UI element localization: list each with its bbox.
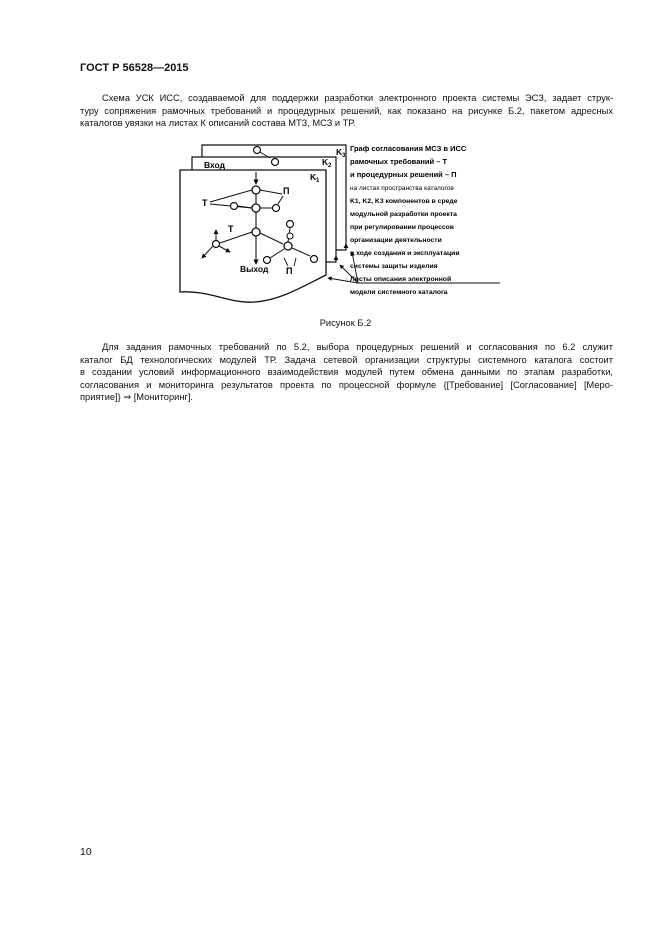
page-number: 10 (80, 846, 92, 858)
legend-top-line: K1, K2, K3 компонентов в среде (350, 198, 458, 205)
label-t1: Т (202, 198, 208, 208)
paragraph-1-line: туру сопряжения рамочных требований и процедурных решений, как показано на рисунке Б.2, пакетом адресных (80, 105, 613, 116)
node-side-right (273, 205, 280, 212)
node-right-mid (287, 233, 293, 239)
node-main-3 (252, 228, 260, 236)
sheet-k1-sub: 1 (316, 178, 320, 184)
paragraph-1-line: Схема УСК ИСС, создаваемой для поддержки разработки электронного проекта системы ЭСЗ, задает струк- (102, 93, 613, 103)
figure-b2-diagram (170, 140, 520, 330)
label-t2: Т (228, 224, 234, 234)
node-right-bl (264, 257, 271, 264)
node-top-k3 (254, 147, 261, 154)
node-main-1 (252, 186, 260, 194)
node-lower-left (213, 241, 220, 248)
paragraph-2-line: в создании условий информационного взаимодействия модулей путем обмена данными по этапам разработки, (80, 367, 613, 378)
sheet-k3-label: K (336, 147, 343, 157)
legend-top-line: организации деятельности (350, 237, 442, 244)
paragraph-2-line: согласования и мониторинга результатов проекта по процессной формуле {[Требование] [Согласование] [Меро- (80, 379, 613, 390)
legend-top (350, 144, 467, 270)
paragraph-1 (80, 92, 613, 130)
node-right-br (311, 256, 318, 263)
label-p2: П (286, 266, 293, 276)
document-header: ГОСТ Р 56528—2015 (80, 62, 189, 74)
sheet-k2-label: K (322, 157, 329, 167)
paragraph-2-line: Для задания рамочных требований по 5.2, выбора процедурных решений и согласования по 6.2 служит (102, 342, 613, 352)
node-main-2 (252, 204, 260, 212)
figure-caption: Рисунок Б.2 (319, 318, 372, 328)
legend-top-line: рамочных требований – Т (350, 157, 448, 166)
legend-top-line: в ходе создания и эксплуатации (350, 250, 460, 257)
paragraph-1-line: каталогов увязки на листах К описаний состава МТЗ, МСЗ и ТР. (80, 118, 356, 129)
legend-bottom-line: модели системного каталога (350, 289, 448, 296)
paragraph-2 (80, 341, 613, 404)
legend-bottom-line: Листы описания электронной (350, 276, 452, 283)
sheet-k2-sub: 2 (328, 163, 332, 169)
node-right-top (287, 221, 294, 228)
sheet-k3-sub: 3 (342, 153, 346, 159)
legend-top-line: при регулировании процессов (350, 224, 454, 231)
node-side-left (231, 203, 238, 210)
legend-top-line: на листах пространства каталогов (350, 185, 454, 192)
legend-top-line: Граф согласования МСЗ в ИСС (350, 144, 467, 153)
input-label: Вход (204, 160, 226, 170)
paragraph-2-line: каталог БД технологических модулей ТР. Задача сетевой организации структуры системного каталога состоит (80, 354, 613, 365)
sheet-k1-label: K (310, 172, 317, 182)
legend-top-line: модульной разработки проекта (350, 211, 457, 218)
legend-top-line: и процедурных решений – П (350, 170, 457, 179)
legend-top-line: системы защиты изделия (350, 263, 438, 270)
paragraph-2-line: приятие]} ⇒ [Мониторинг]. (80, 392, 194, 403)
node-right-hub (284, 242, 292, 250)
node-top-k2 (272, 159, 279, 166)
label-p1: П (283, 186, 290, 196)
output-label: Выход (240, 264, 269, 274)
